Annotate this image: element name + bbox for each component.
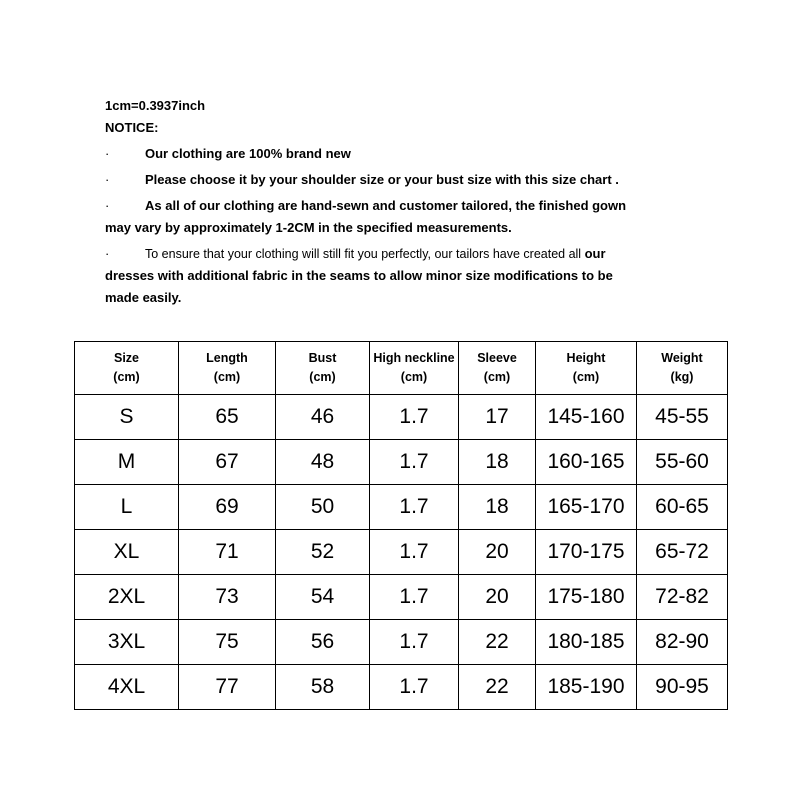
table-cell: 56 (276, 620, 370, 665)
table-cell: L (75, 485, 179, 530)
table-cell: 69 (179, 485, 276, 530)
table-cell: XL (75, 530, 179, 575)
notice-text: Please choose it by your shoulder size or your bust size with this size chart . (145, 172, 619, 187)
notice-item-hand-sewn (105, 195, 705, 217)
table-cell: 160-165 (536, 440, 637, 485)
column-header-size: Size (cm) (75, 342, 179, 395)
table-cell: 73 (179, 575, 276, 620)
table-cell: 75 (179, 620, 276, 665)
table-row (75, 575, 728, 620)
column-header-weight: Weight (kg) (637, 342, 728, 395)
table-cell: 48 (276, 440, 370, 485)
table-cell: 1.7 (370, 485, 459, 530)
table-cell: 18 (459, 440, 536, 485)
bullet-icon: · (105, 246, 110, 261)
column-header-height: Height (cm) (536, 342, 637, 395)
table-cell: 1.7 (370, 620, 459, 665)
table-cell: 71 (179, 530, 276, 575)
table-cell: 67 (179, 440, 276, 485)
table-cell: 46 (276, 395, 370, 440)
column-header-bust: Bust (cm) (276, 342, 370, 395)
table-cell: S (75, 395, 179, 440)
notice-heading: NOTICE: (105, 120, 159, 135)
table-row (75, 485, 728, 530)
table-cell: 2XL (75, 575, 179, 620)
notice-section (105, 95, 705, 309)
table-cell: 20 (459, 575, 536, 620)
bullet-icon: · (105, 146, 110, 161)
table-cell: 55-60 (637, 440, 728, 485)
table-cell: 45-55 (637, 395, 728, 440)
table-cell: 17 (459, 395, 536, 440)
table-cell: 1.7 (370, 665, 459, 710)
table-cell: 180-185 (536, 620, 637, 665)
table-cell: 18 (459, 485, 536, 530)
table-cell: 4XL (75, 665, 179, 710)
table-cell: 175-180 (536, 575, 637, 620)
notice-item-hand-sewn-cont: may vary by approximately 1-2CM in the specified measurements. (105, 220, 512, 235)
table-cell: 22 (459, 620, 536, 665)
table-cell: 185-190 (536, 665, 637, 710)
notice-item-fit (105, 243, 705, 265)
table-cell: 1.7 (370, 395, 459, 440)
notice-text: Our clothing are 100% brand new (145, 146, 351, 161)
table-cell: 52 (276, 530, 370, 575)
table-cell: 60-65 (637, 485, 728, 530)
notice-text-bold: our (584, 246, 606, 261)
notice-item-fit-end: made easily. (105, 290, 182, 305)
column-header-sleeve: Sleeve (cm) (459, 342, 536, 395)
size-chart-table (74, 341, 728, 710)
bullet-icon: · (105, 198, 110, 213)
notice-item-brand-new (105, 143, 705, 165)
column-header-length: Length (cm) (179, 342, 276, 395)
table-row (75, 665, 728, 710)
table-cell: 170-175 (536, 530, 637, 575)
table-row (75, 530, 728, 575)
table-cell: 82-90 (637, 620, 728, 665)
table-cell: 1.7 (370, 440, 459, 485)
notice-item-fit-cont: dresses with additional fabric in the seams to allow minor size modifications to be (105, 268, 613, 283)
table-cell: 77 (179, 665, 276, 710)
notice-item-choose-size (105, 169, 705, 191)
table-cell: 54 (276, 575, 370, 620)
table-cell: 58 (276, 665, 370, 710)
table-cell: 72-82 (637, 575, 728, 620)
table-row (75, 440, 728, 485)
table-row (75, 620, 728, 665)
table-cell: 50 (276, 485, 370, 530)
table-cell: 165-170 (536, 485, 637, 530)
table-header-row (75, 342, 728, 395)
bullet-icon: · (105, 172, 110, 187)
notice-text: As all of our clothing are hand-sewn and customer tailored, the finished gown (145, 198, 627, 213)
table-cell: 65 (179, 395, 276, 440)
table-cell: 3XL (75, 620, 179, 665)
table-cell: 145-160 (536, 395, 637, 440)
table-cell: 90-95 (637, 665, 728, 710)
notice-text: To ensure that your clothing will still fit you perfectly, our tailors have created all (145, 247, 585, 261)
table-cell: 65-72 (637, 530, 728, 575)
table-cell: M (75, 440, 179, 485)
table-cell: 20 (459, 530, 536, 575)
table-cell: 1.7 (370, 530, 459, 575)
unit-conversion: 1cm=0.3937inch (105, 98, 206, 113)
table-row (75, 395, 728, 440)
table-cell: 22 (459, 665, 536, 710)
column-header-high-neckline: High neckline (cm) (370, 342, 459, 395)
table-cell: 1.7 (370, 575, 459, 620)
